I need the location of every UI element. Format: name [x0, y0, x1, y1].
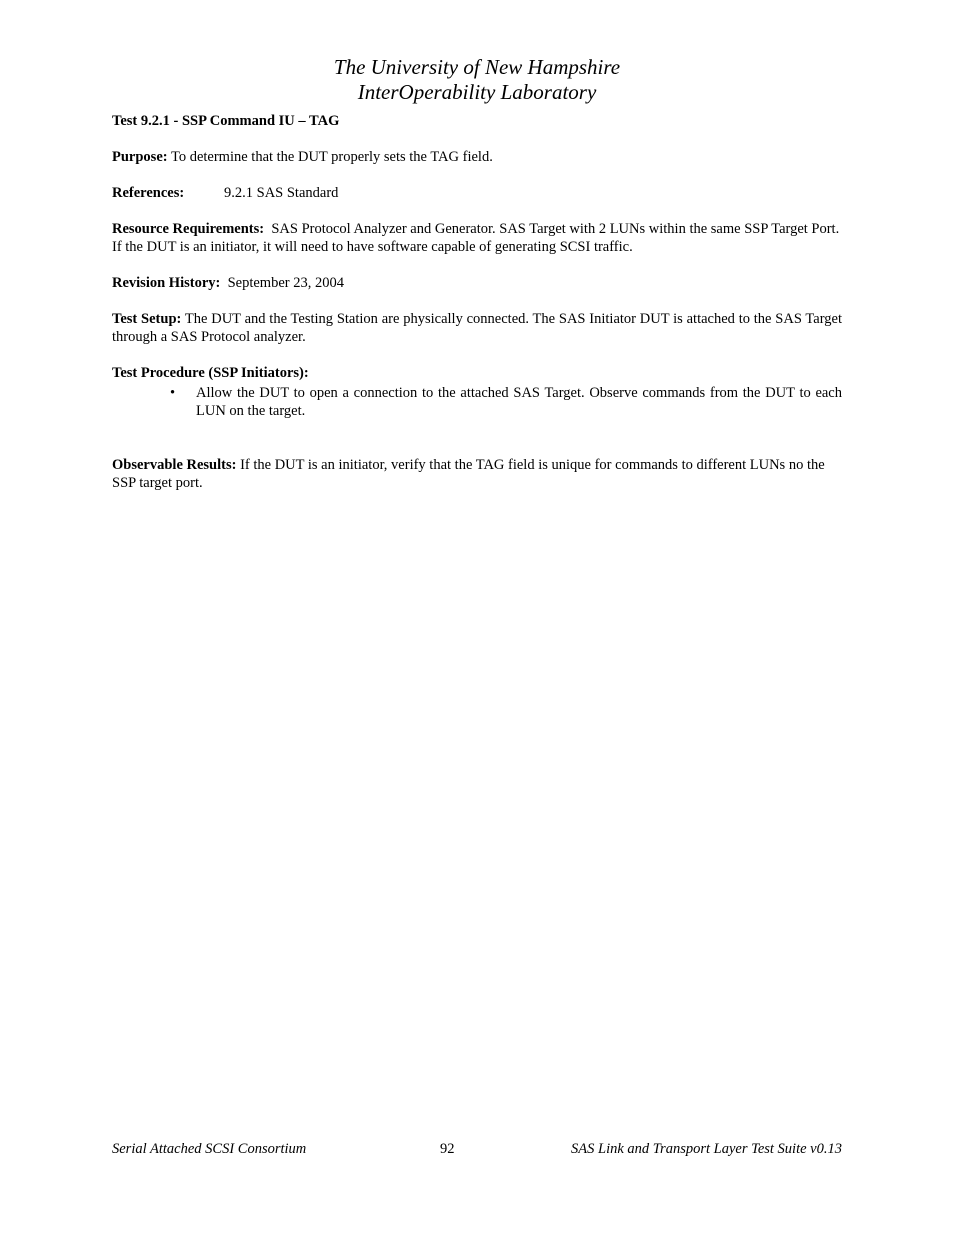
test-procedure-section [112, 364, 842, 420]
test-setup-label: Test Setup: [112, 311, 182, 327]
revision-history-text: September 23, 2004 [227, 275, 344, 291]
list-item-text: Allow the DUT to open a connection to the attached SAS Target. Observe commands from the DUT to each LUN on the target. [196, 385, 842, 419]
test-procedure-list [112, 384, 842, 420]
references-text: 9.2.1 SAS Standard [224, 185, 339, 201]
page-footer [112, 1140, 842, 1160]
revision-history-section [112, 274, 842, 292]
test-title-text: Test 9.2.1 - SSP Command IU – TAG [112, 113, 340, 129]
observable-results-text: If the DUT is an initiator, verify that the TAG field is unique for commands to different LUNs no the SSP target port. [112, 457, 825, 491]
test-procedure-label: Test Procedure (SSP Initiators): [112, 365, 309, 381]
purpose-label: Purpose: [112, 149, 168, 165]
purpose-text: To determine that the DUT properly sets the TAG field. [170, 149, 493, 165]
test-setup-text: The DUT and the Testing Station are physically connected. The SAS Initiator DUT is attached to the SAS Target through a SAS Protocol analyzer. [112, 311, 842, 345]
purpose-section [112, 148, 842, 166]
references-label: References: [112, 185, 185, 201]
resource-requirements-section [112, 220, 842, 256]
resource-requirements-text: SAS Protocol Analyzer and Generator. SAS Target with 2 LUNs within the same SSP Target Port. If the DUT is an initiator, it will need to have software capable of generating SCSI traffic. [112, 221, 840, 255]
footer-left: Serial Attached SCSI Consortium [112, 1141, 307, 1157]
references-section [112, 184, 842, 202]
bullet-icon: • [170, 385, 176, 401]
header-university: The University of New Hampshire [333, 55, 621, 79]
footer-right: SAS Link and Transport Layer Test Suite v0.13 [571, 1141, 842, 1157]
page-number: 92 [440, 1141, 455, 1157]
page-header [0, 55, 954, 105]
test-setup-section [112, 310, 842, 346]
list-item [170, 384, 842, 420]
observable-results-label: Observable Results: [112, 457, 237, 473]
observable-results-section [112, 456, 842, 492]
test-title [112, 112, 842, 130]
revision-history-label: Revision History: [112, 275, 221, 291]
resource-requirements-label: Resource Requirements: [112, 221, 265, 237]
header-laboratory: InterOperability Laboratory [357, 80, 597, 104]
document-body [112, 112, 842, 510]
